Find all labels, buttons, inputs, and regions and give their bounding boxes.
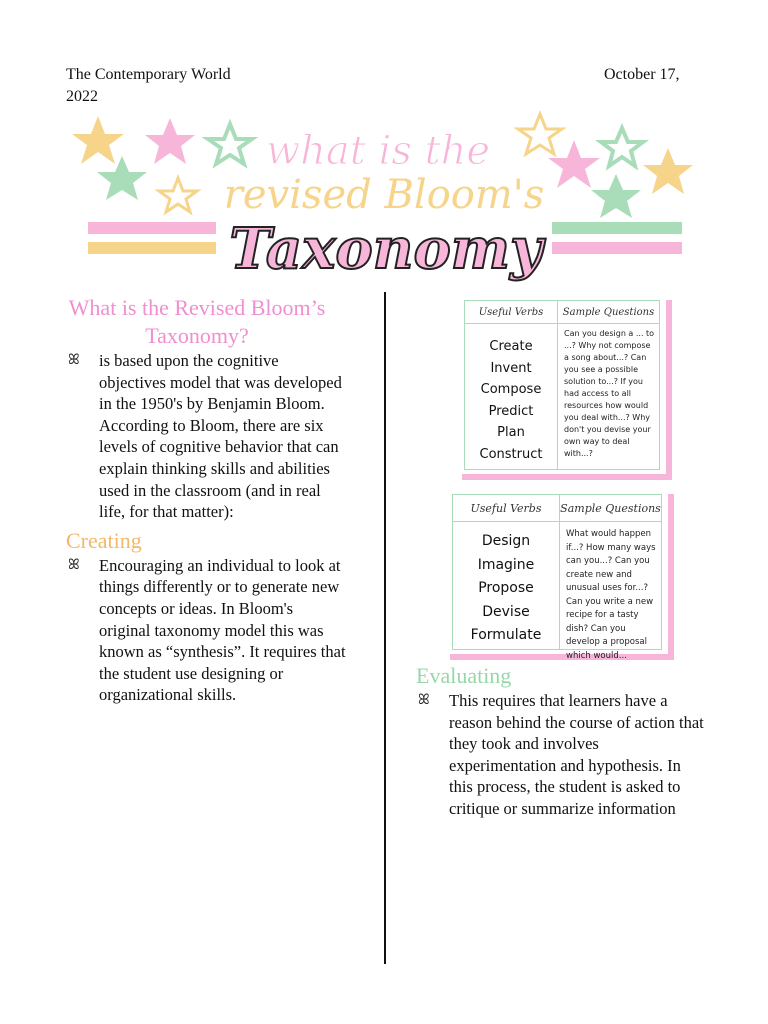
table1-questions: Can you design a ... to ...? Why not compose a song about...? Can you see a possible solution to...? If you had access to all resources how would you deal with...? Why don't you devise your own way to deal with...? (564, 329, 655, 458)
intro-text: is based upon the cognitive objectives model that was developed in the 1950's by Benjamin Bloom. According to Bloom, there are six levels of cognitive behavior that can explain thinking skills and abilities used in the classroom (and in real life, for that matter): (99, 351, 342, 522)
title-banner (66, 108, 696, 292)
date-month-day: October 17, (604, 66, 680, 83)
left-column (66, 294, 348, 706)
course-title (66, 64, 306, 108)
banner-line-1: what is the (265, 128, 491, 174)
creating-bullet (66, 555, 348, 706)
verb-item: Plan (497, 425, 525, 440)
evaluating-title: Evaluating (416, 663, 512, 688)
table1-head-questions: Sample Questions (562, 306, 655, 318)
verb-item: Compose (480, 382, 542, 397)
green-stripe (552, 222, 682, 234)
table1 (458, 296, 666, 474)
evaluating-text: This requires that learners have a reason behind the course of action that they took and involves experimentation and hypothesis. In this process, the student is asked to critique or summarize information (449, 691, 704, 818)
creating-title: Creating (66, 527, 142, 553)
table2-verbs (453, 522, 560, 650)
table1-head-verbs: Useful Verbs (465, 301, 558, 323)
date-year: 2022 (66, 88, 98, 105)
bullet-icon: ꕤ (418, 693, 430, 708)
pink-stripe-2 (552, 242, 682, 254)
table2-questions: What would happen if...? How many ways can you...? Can you create new and unusual uses for...? Can you write a new recipe for a tasty dish? Can you develop a proposal which would... (566, 529, 656, 661)
intro-bullet (66, 350, 348, 523)
verb-item: Devise (482, 603, 530, 620)
verb-item: Create (489, 339, 533, 354)
yellow-stripe (88, 242, 216, 254)
bullet-icon: ꕤ (68, 557, 80, 573)
pink-stripe (88, 222, 216, 234)
verb-item: Formulate (470, 627, 542, 643)
verb-item: Predict (488, 403, 534, 419)
evaluating-bullet (416, 690, 706, 820)
bullet-icon: ꕤ (68, 353, 80, 368)
creating-text: Encouraging an individual to look at things differently or to generate new concepts or ideas. In Bloom's original taxonomy model this was known as “synthesis”. It requires that the student use designing or organizational skills. (99, 555, 346, 705)
banner-line-2: revised Bloom's (223, 172, 545, 218)
column-divider (384, 292, 386, 964)
table2-head-questions: Sample Questions (560, 501, 661, 515)
verb-item: Construct (479, 446, 543, 462)
verb-item: Propose (478, 580, 534, 596)
verb-item: Imagine (477, 556, 535, 573)
table1-verbs (465, 324, 558, 470)
table2-head-verbs: Useful Verbs (453, 495, 560, 521)
table2 (446, 490, 668, 661)
course-name: The Contemporary World (66, 66, 231, 83)
verb-item: Invent (490, 360, 532, 376)
right-column (416, 662, 706, 820)
intro-title: What is the Revised Bloom’s Taxonomy? (68, 295, 326, 348)
banner-line-3: Taxonomy (229, 216, 543, 282)
verb-item: Design (481, 533, 531, 549)
